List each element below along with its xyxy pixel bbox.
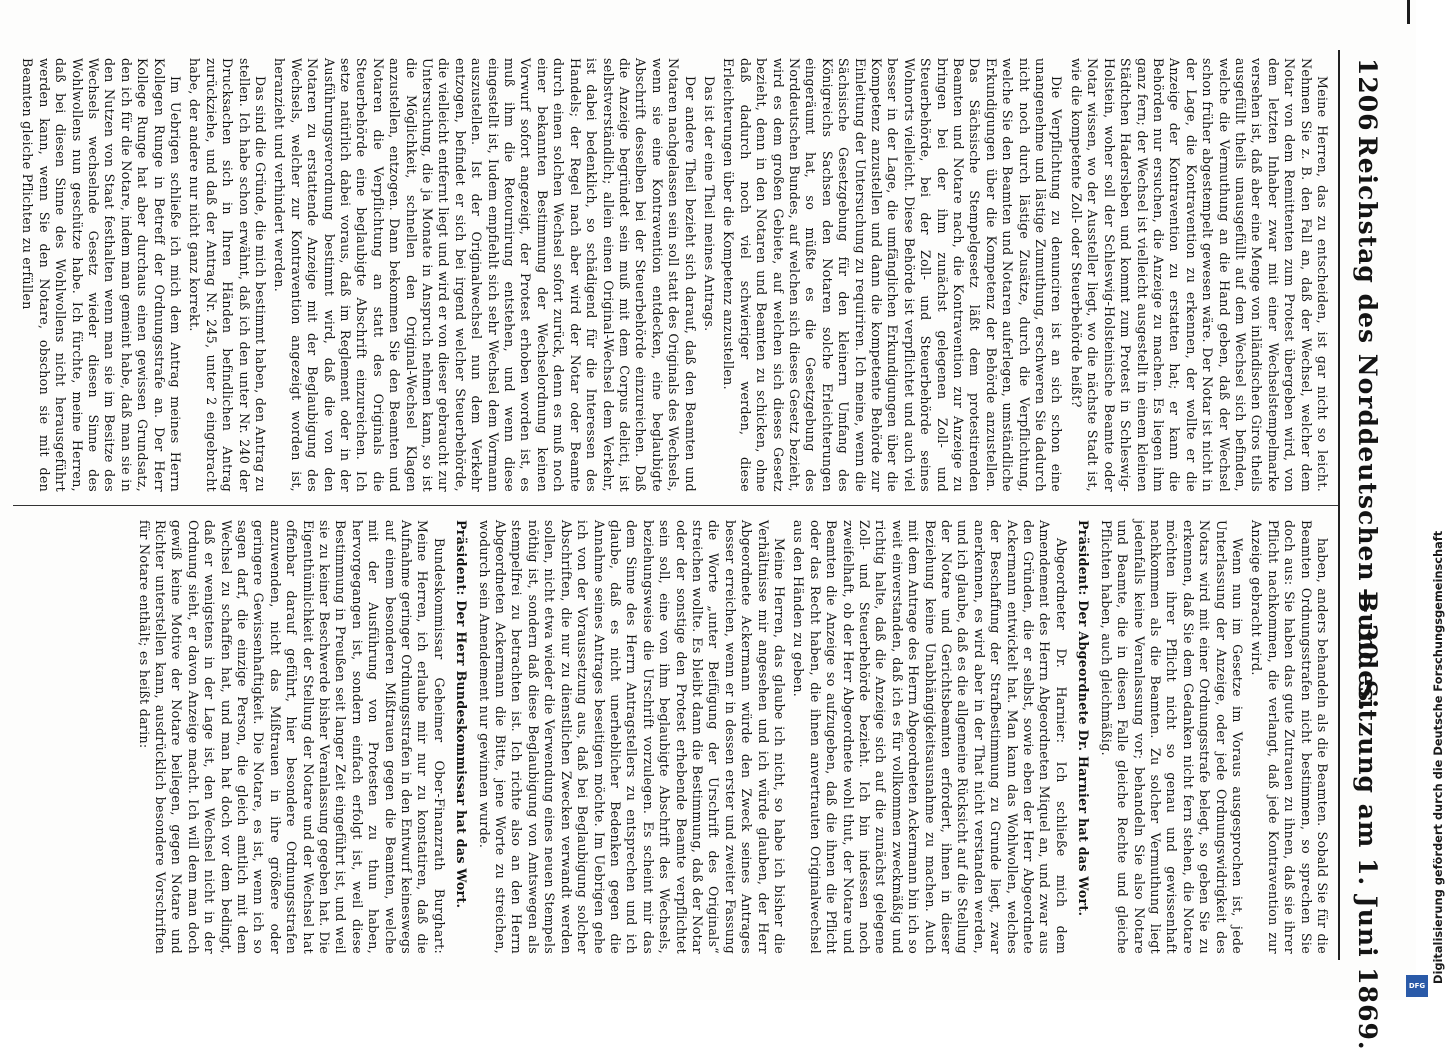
running-title-right: — 30. Sitzung am 1. Juni 1869. — [1353, 588, 1382, 1051]
paragraph: haben, anders behandeln als die Beamten. Sobald Sie für die Beamten Ordnungsstrafen nicht bestimmen, so sprechen Sie doch aus: Sie haben das gute Zutrauen zu ihnen, daß sie ihrer Pflicht nachkommen, die verlangt, daß jede Kontravention zur Anzeige gebracht wird. — [1249, 520, 1330, 954]
paragraph: Meine Herren, das glaube ich nicht, so habe ich bisher die Verhältnisse mir angesehen und ich würde glauben, der Herr Abgeordnete Ackermann würde den Zweck seines Antrages besser erreichen, wenn er in dessen erster und zweiter Fassung die Worte „unter Beifügung der Urschrift des Originals“ streichen wollte. Es bleibt dann die Bestimmung, daß der Notar oder der sonstige den Protest erhebende Beamte verpflichtet sein soll, eine von ihm beglaubigte Abschrift des Wechsels, beziehungsweise die Urschrift vorzulegen. Es scheint mir das dem Sinne des Herrn Antragstellers zu entsprechen und ich glaube, daß es nicht unerheblicher Bedenken gegen die Annahme seines Antrages beseitigen möchte. Im Uebrigen gehe ich von der Voraussetzung aus, daß bei Beglaubigung solcher Abschriften, die nur zu dienstlichen Zwecken verwandt werden sollen, nicht etwa wieder die Verwendung eines neuen Stempels nöthig ist, sondern daß diese Beglaubigung von Amtswegen als stempelfrei zu betrachten ist. Ich richte also an den Herrn Abgeordneten Ackermann die Bitte, jene Worte zu streichen, wodurch sein Amendement nur gewinnen wurde. — [476, 520, 787, 954]
speaker-line: Präsident: Der Abgeordnete Dr. Harnier hat das Wort. — [1076, 520, 1092, 917]
text-column-right — [10, 520, 1330, 954]
paragraph: Das ist der eine Theil meines Antrags. — [701, 76, 717, 332]
paragraph: Im Uebrigen schließe ich mich dem Antrag meines Herrn Kollegen Runge in Betreff der Ordnungsstrafe an. Der Herr Kollege Runge hat aber durchaus einen gewissen Grundsatz, den ich für die Notare, indem man gemeint habe, daß man sie in den Nutzen von Staat festhalten wenn man sie im Besitze des Wechsels wechselnde Gesetz wieder diesen Sinne des Wohlwollens nun geschütze habe. Ich fürchte, meine Herren, daß bei diesen Sinne des Wohlwollens nicht herausgeführt werden kann, wenn Sie den Notare, obschon sie mit den Beamten gleiche Pflichten zu erfüllen — [20, 58, 183, 492]
column-divider — [13, 505, 1338, 506]
paragraph: Die Verpflichtung zu denunciren ist an sich schon eine unangenehme und lästige Zumuthung, erschweren Sie dadurch nicht noch durch lästige Zusätze, durch die Verpflichtung, welche Sie den Beamten und Notaren auferlegen, umständliche Erkundigungen über die Kompetenz der Behörde anzustellen. Das Sächsische Stempelgesetz läßt dem protestirenden Beamten und Notare nach, die Kontravention zur Anzeige zu bringen bei der ihm zunächst gelegenen Zoll- und Steuerbehörde, bei der Zoll- und Steuerbehörde seines Wohnorts vielleicht. Diese Behörde ist verpflichtet und auch viel besser in der Lage, die umfänglichen Erkundigungen über die Kompetenz anzustellen und dann die kompetente Behörde zur Einleitung der Untersuchung zu requiriren. Ich meine, wenn die Sächsische Gesetzgebung für den kleinern Umfang des Königreichs Sachsen den Notaren solche Erleichterungen eingeräumt hat, so müßte es die Gesetzgebung des Norddeutschen Bundes, auf welchen sich dieses Gesetz bezieht, wird es dem großen Gebiete, auf welchen sich dieses Gesetz bezieht, denn in den Notaren und Beamten zu schicken, ohne daß dadurch noch viel schwieriger werden, diese Erleichterungen über die Kompetenz anzustellen. — [721, 58, 1065, 492]
scan-edge-mark — [1407, 0, 1410, 24]
page-number: 1206 — [1353, 58, 1382, 132]
text-column-left — [10, 58, 1330, 492]
speaker-line: Präsident: Der Herr Bundeskommissar hat das Wort. — [454, 520, 470, 909]
paragraph: Das sind die Gründe, die mich bestimmt haben, den Antrag zu stellen. Ich habe schon erwähnt, daß ich den unter Nr. 240 der Drucksachen sich in Ihren Händen befindlichen Antrag zurückziehe, und daß der Antrag Nr. 245, unter 2 eingebracht habe, der andere nur nicht ganz korrekt. — [187, 58, 268, 492]
header-rule — [1338, 50, 1340, 960]
paragraph: Abgeordneter Dr. Harnier: Ich schließe mich dem Amendement des Herrn Abgeordneten Miquel an, und zwar aus den Gründen, die er selbst, sowie eben der Herr Abgeordnete Ackermann entwickelt hat. Man kann das Wohlwollen, welches der Beschaffung der Strafbestimmung zu Grunde liegt, zwar anerkennen, es wird aber in der That nicht verstanden werden, und ich glaube, daß es die allgemeine Rücksicht auf die Stellung der Notare und Gerichtsbeamten erfordert, ihnen in dieser Beziehung keine Unabhängigkeitsausnahme zu machen. Auch mit dem Antrage des Herrn Abgeordneten Ackermann bin ich so weit einverstanden, daß ich es für vollkommen zweckmäßig und richtig halte, daß die Anzeige sich auf die zunächst gelegene Zoll- und Steuerbehörde bezieht. Ich bin indessen noch zweifelhaft, ob der Herr Abgeordnete wohl thut, der Notare und Beamten die Anzeige so aufzugeben, daß die ihnen die Pflicht oder das Recht haben, die ihnen anvertrauten Originalwechsel aus den Händen zu geben. — [791, 520, 1069, 954]
paragraph: Bundeskommissar Geheimer Ober-Finanzrath Burghart: Meine Herren, ich erlaube mir nur zu konstatiren, daß die Aufnahme geringer Ordnungsstrafen in den Entwurf keineswegs auf einem besonderen Mißtrauen gegen die Beamten, welche mit der Ausführung von Protesten zu thun haben, hervorgegangen ist, sondern einfach erfolgt ist, weil diese Bestimmung in Preußen seit langer Zeit eingeführt ist, und weil sie zu keiner Beschwerde bisher Veranlassung gegeben hat. Die Eigenthümlichkeit der Stellung der Notare und der Wechsel hat offenbar darauf geführt, hier besondere Ordnungsstrafen anzuwenden, nicht das Mißtrauen in ihre größere oder geringere Gewissenhaftigkeit. Die Notare, es ist, wenn ich so sagen darf, die einzige Person, die gleich amtlich mit dem Wechsel zu schaffen hat, und man hat doch vor dem bedingt, daß er wenigstens in der Lage ist, den Wechsel nicht in der Ordnung sieht, er davon Anzeige macht. Ich will dem man doch gewiß keine Motive der Notare beilegen, gegen Notare und Richter unterstellen kann, ausdrücklich besondere Vorschriften für Notare enthält; es heißt darin: — [136, 520, 447, 954]
paragraph: Wenn nun im Gesetze im Voraus ausgesprochen ist, jede Unterlassung der Anzeige, oder jede Ordnungswidrigkeit des Notars wird mit einer Ordnungsstrafe belegt, so geben Sie zu erkennen, daß Sie dem Gedanken nicht fern stehen, die Notare möchten ihrer Pflicht nicht so genau und gewissenhaft nachkommen als die Beamten. Zu solcher Vermuthung liegt jedenfalls keine Veranlassung vor; behandeln Sie also Notare und Beamte, die in diesen Falle gleiche Rechte und gleiche Pflichten haben, auch gleichmäßig. — [1098, 520, 1245, 954]
dfg-logo: DFG — [1406, 975, 1428, 997]
paragraph: Meine Herren, das zu entscheiden, ist gar nicht so leicht. Nehmen Sie z. B. den Fall an, daß der Wechsel, welcher dem Notar von dem Remittenten zum Protest übergeben wird, von dem letzten Inhaber zwar mit einer Wechselstempelmarke versehen ist, daß aber eine Menge von inländischen Giros theils ausgefüllt theils unausgefüllt auf dem Wechsel sich befinden, welche die Vermuthung an die Hand geben, daß der Wechsel schon früher abgestempelt gewesen wäre. Der Notar ist nicht in der Lage, die Kontravention zu erkennen, der wollte er die Anzeige der Kontravention zu erstatten hat; er kann die Behörden nur ersuchen, die Anzeige zu machen. Es liegen ihm ganz fern; der Wechsel ist vielleicht ausgestellt in einem kleinen Städtchen Hadersleben und kommt zum Protest in Schleswig-Holstein, woher soll der Schleswig-Holsteinische Beamte oder Notar wissen, wo der Aussteller liegt, wo die nächste Stadt ist, wie die kompetente Zoll- oder Steuerbehörde heißt? — [1068, 58, 1330, 492]
paragraph: Der andere Theil bezieht sich darauf, daß den Beamten und Notaren nachgelassen sein soll statt des Originals des Wechsels, wenn sie eine Kontravention entdecken, eine beglaubigte Abschrift desselben bei der Steuerbehörde einzureichen. Daß die Anzeige begründet sein muß mit dem Corpus delicti, ist selbstverständlich; allein einen Original-Wechsel dem Verkehr, ist dabei bedenklich, so schädigend für die Interessen des Handels; der Regel nach aber wird der Notar oder Beamte durch einen solchen Wechsel sofort zurück, denn es muß noch einer bekannten Bestimmung der Wechselordnung keinen Vorwurf sofort angezeigt, der Protest erhoben worden ist, es muß ihm die Retournirung entstehen, und wenn diese eingestellt ist, Iudem empfiehlt sich sehr Wechsel dem Vormann auszustellen. Ist der Originalwechsel nun dem Verkehr entzogen, befindet er sich bei irgend welcher Steuerbehörde, die vielleicht entfernt liegt und wird er von dieser gebraucht zur Untersuchung, die ja Monate in Anspruch nehmen kann, so ist die Möglichkeit, schnellen den Original-Wechsel Klagen anzustellen, entzogen. Dann bekommen Sie den Beamten und Notaren die Verpflichtung an statt des Originals die Steuerbehörde eine beglaubigte Abschrift einzureichen. Ich setze natürlich dabei voraus, daß im Reglement oder in der Ausführungsverordnung bestimmt wird, daß die von den Notaren zu erstattende Anzeige mit der Beglaubigung des Wechsels, welcher zur Kontravention angezeigt worden ist, heranzieht und verhindert werden. — [272, 58, 698, 492]
running-title-left: Reichstag des Norddeutschen Bundes. — [1353, 136, 1382, 712]
digitization-credit: Digitalisierung gefördert durch die Deutsche Forschungsgemeinschaft — [1431, 530, 1445, 984]
page-header — [1342, 58, 1388, 1051]
